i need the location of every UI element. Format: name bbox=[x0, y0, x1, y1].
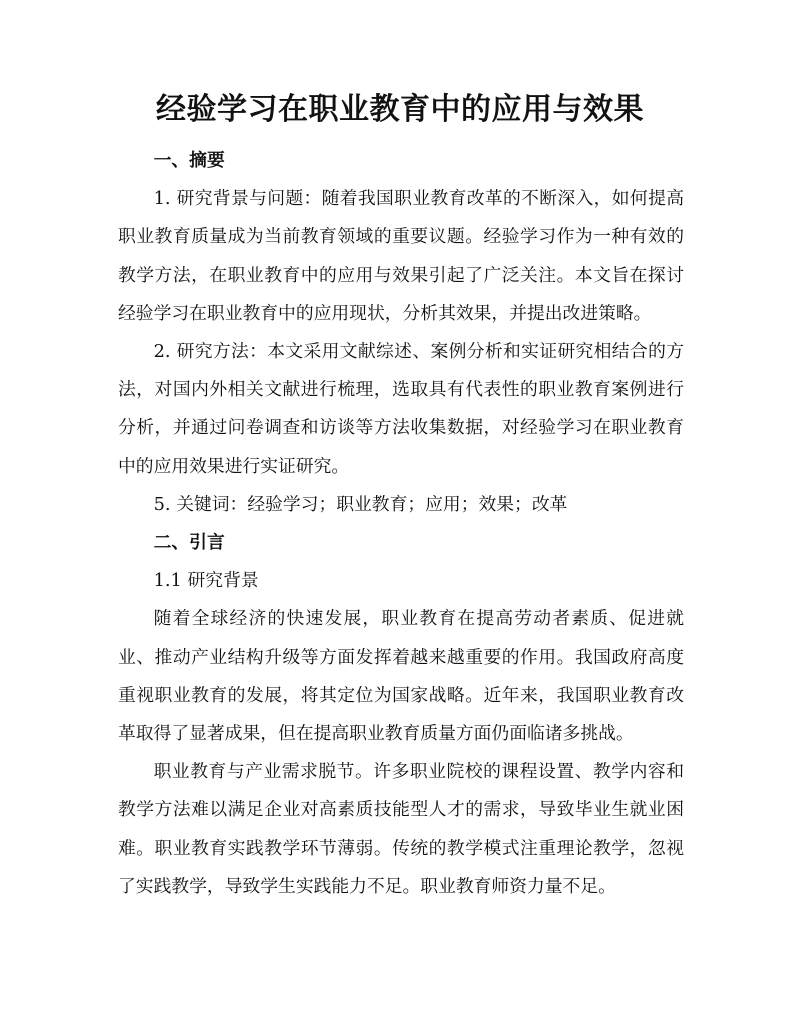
section-heading-introduction: 二、引言 bbox=[153, 532, 225, 554]
abstract-paragraph-background: 1. 研究背景与问题：随着我国职业教育改革的不断深入，如何提高职业教育质量成为当前教育领域的重要议题。经验学习作为一种有效的教学方法，在职业教育中的应用与效果引起了广泛关注。本文旨在探讨经验学习在职业教育中的应用现状，分析其效果，并提出改进策略。 bbox=[118, 188, 684, 324]
subsection-heading-background: 1.1 研究背景 bbox=[153, 570, 259, 592]
document-body bbox=[118, 142, 684, 906]
intro-paragraph-1: 随着全球经济的快速发展，职业教育在提高劳动者素质、促进就业、推动产业结构升级等方面发挥着越来越重要的作用。我国政府高度重视职业教育的发展，将其定位为国家战略。近年来，我国职业教育改革取得了显著成果，但在提高职业教育质量方面仍面临诸多挑战。 bbox=[118, 608, 684, 745]
abstract-paragraph-method: 2. 研究方法：本文采用文献综述、案例分析和实证研究相结合的方法，对国内外相关文献进行梳理，选取具有代表性的职业教育案例进行分析，并通过问卷调查和访谈等方法收集数据，对经验学习在职业教育中的应用效果进行实证研究。 bbox=[118, 341, 684, 477]
section-heading-abstract: 一、摘要 bbox=[153, 150, 225, 171]
document-title: 经验学习在职业教育中的应用与效果 bbox=[156, 92, 644, 127]
intro-paragraph-2: 职业教育与产业需求脱节。许多职业院校的课程设置、教学内容和教学方法难以满足企业对高素质技能型人才的需求，导致毕业生就业困难。职业教育实践教学环节薄弱。传统的教学模式注重理论教学，忽视了实践教学，导致学生实践能力不足。职业教育师资力量不足。 bbox=[118, 761, 684, 897]
keywords-line: 5. 关键词：经验学习；职业教育；应用；效果；改革 bbox=[153, 493, 568, 515]
